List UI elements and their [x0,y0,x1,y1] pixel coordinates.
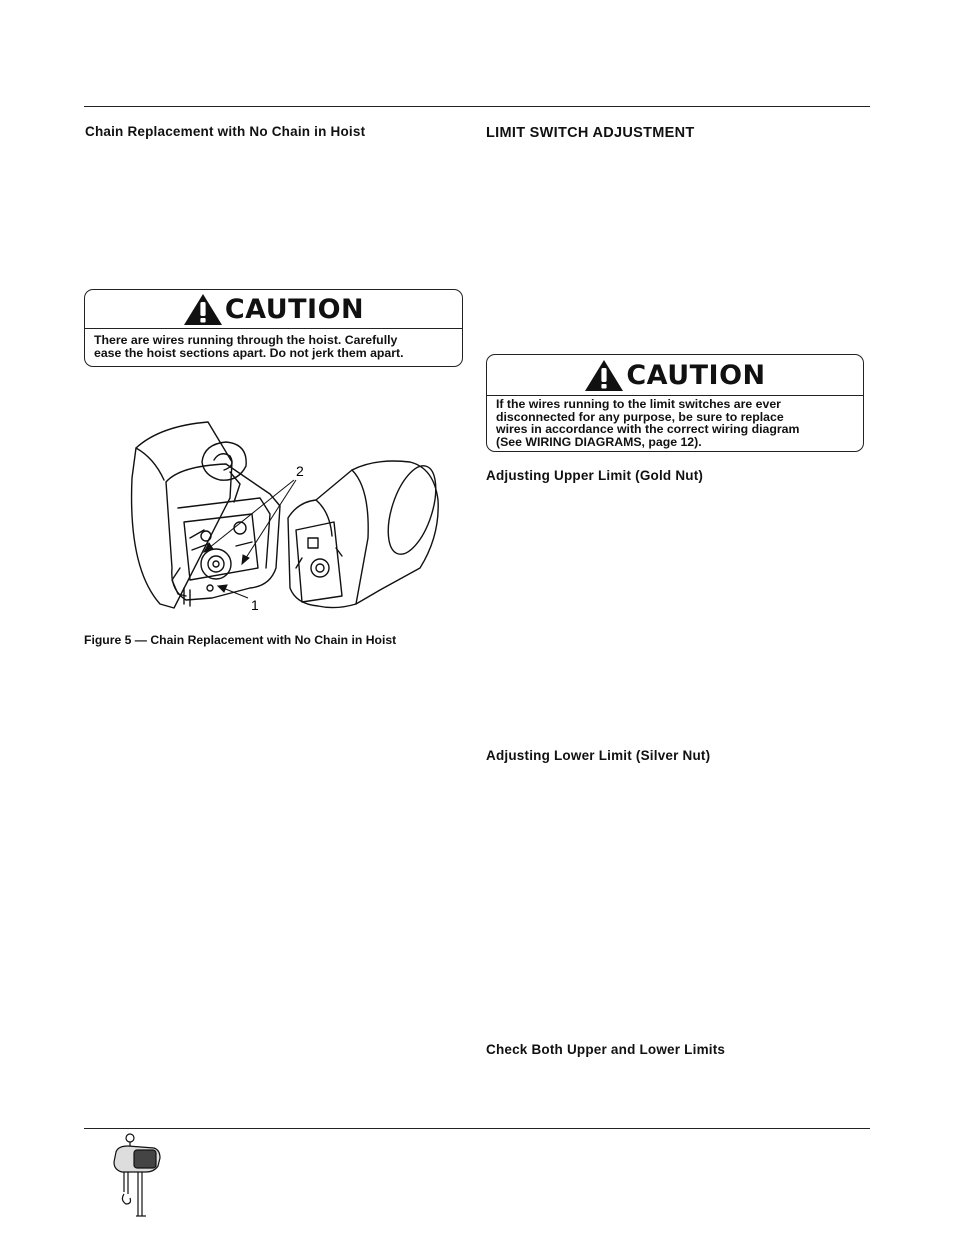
motor-housing [288,461,438,608]
check-limits-heading: Check Both Upper and Lower Limits [486,1042,726,1057]
caution-line: (See WIRING DIAGRAMS, page 12). [496,435,702,450]
warning-triangle-icon [584,359,624,392]
caution-box-wires [84,289,463,367]
caution-title: CAUTION [224,293,365,325]
limit-switch-heading: LIMIT SWITCH ADJUSTMENT [486,125,695,141]
lower-limit-heading: Adjusting Lower Limit (Silver Nut) [486,748,711,763]
header-rule [84,106,870,107]
caution-title: CAUTION [626,359,766,391]
gear-large [201,549,231,579]
hoist-logo-icon [108,1132,166,1220]
warning-triangle-icon [183,293,223,326]
caution-header [487,355,863,396]
callout-1: 1 [251,597,259,613]
caution-line: disconnected for any purpose, be sure to replace [496,409,784,424]
caution-line: If the wires running to the limit switches are ever [496,397,781,411]
caution-text [496,398,857,449]
caution-line: ease the hoist sections apart. Do not jerk them apart. [94,345,404,360]
chain-replacement-heading: Chain Replacement with No Chain in Hoist [85,124,366,139]
caution-line: There are wires running through the hoist. Carefully [94,333,398,347]
rear-cover [132,422,232,608]
hoist-disassembly-figure [120,418,450,628]
figure-caption: Figure 5 — Chain Replacement with No Chain in Hoist [84,633,397,647]
callout-2: 2 [296,463,304,479]
upper-limit-heading: Adjusting Upper Limit (Gold Nut) [486,468,704,483]
caution-line: wires in accordance with the correct wiring diagram [496,422,800,437]
caution-box-limit-wires [486,354,864,452]
caution-text [94,334,456,359]
footer-rule [84,1128,870,1129]
caution-header [85,290,462,329]
